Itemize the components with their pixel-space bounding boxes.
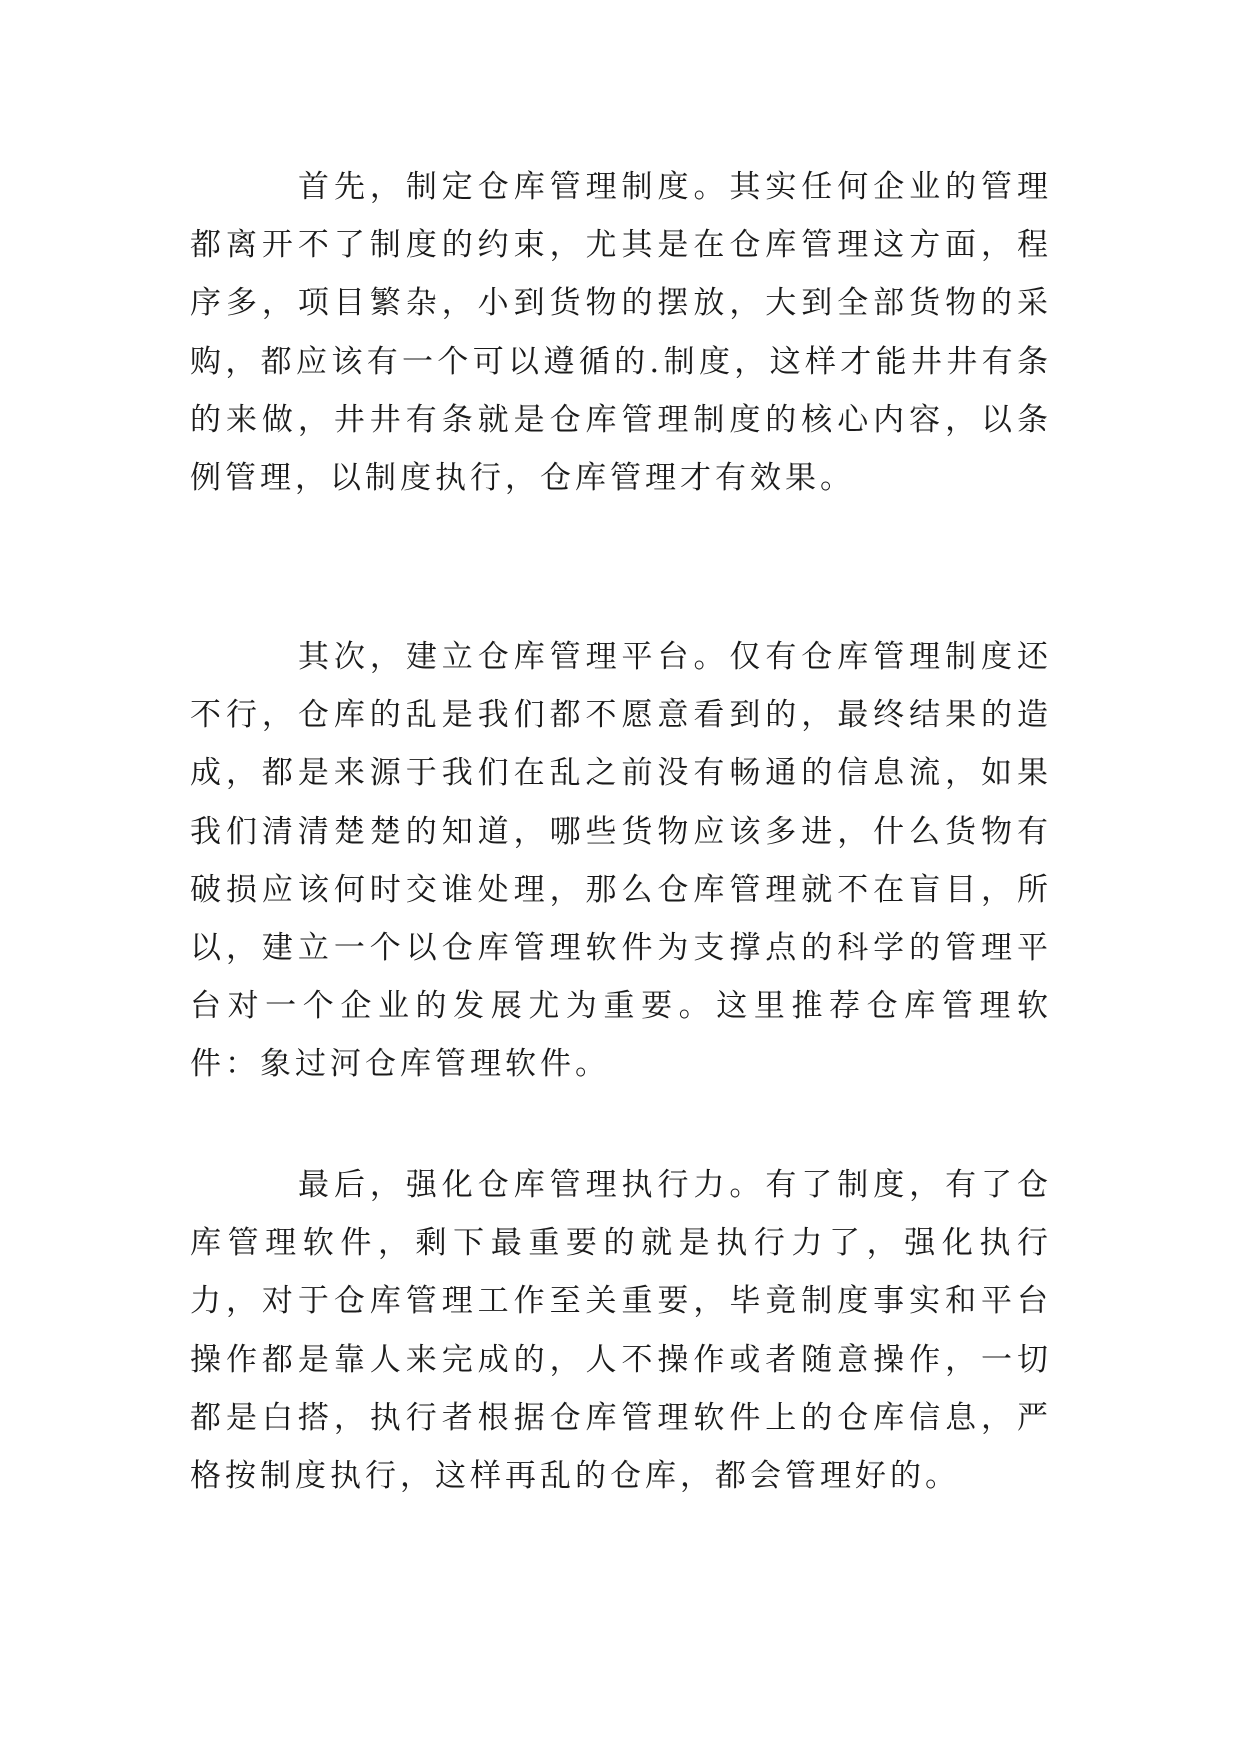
paragraph-2: 其次，建立仓库管理平台。仅有仓库管理制度还不行，仓库的乱是我们都不愿意看到的，最终结果的造成，都是来源于我们在乱之前没有畅通的信息流，如果我们清清楚楚的知道，哪些货物应该多进，什么货物有破损应该何时交谁处理，那么仓库管理就不在盲目，所以，建立一个以仓库管理软件为支撑点的科学的管理平台对一个企业的发展尤为重要。这里推荐仓库管理软件：象过河仓库管理软件。	[190, 639, 1052, 1083]
paragraph-1: 首先，制定仓库管理制度。其实任何企业的管理都离开不了制度的约束，尤其是在仓库管理这方面，程序多，项目繁杂，小到货物的摆放，大到全部货物的采购，都应该有一个可以遵循的.制度，这样才能井井有条的来做，井井有条就是仓库管理制度的核心内容，以条例管理，以制度执行，仓库管理才有效果。	[190, 169, 1052, 497]
paragraph-3: 最后，强化仓库管理执行力。有了制度，有了仓库管理软件，剩下最重要的就是执行力了，强化执行力，对于仓库管理工作至关重要，毕竟制度事实和平台操作都是靠人来完成的，人不操作或者随意操作，一切都是白搭，执行者根据仓库管理软件上的仓库信息，严格按制度执行，这样再乱的仓库，都会管理好的。	[190, 1167, 1052, 1495]
